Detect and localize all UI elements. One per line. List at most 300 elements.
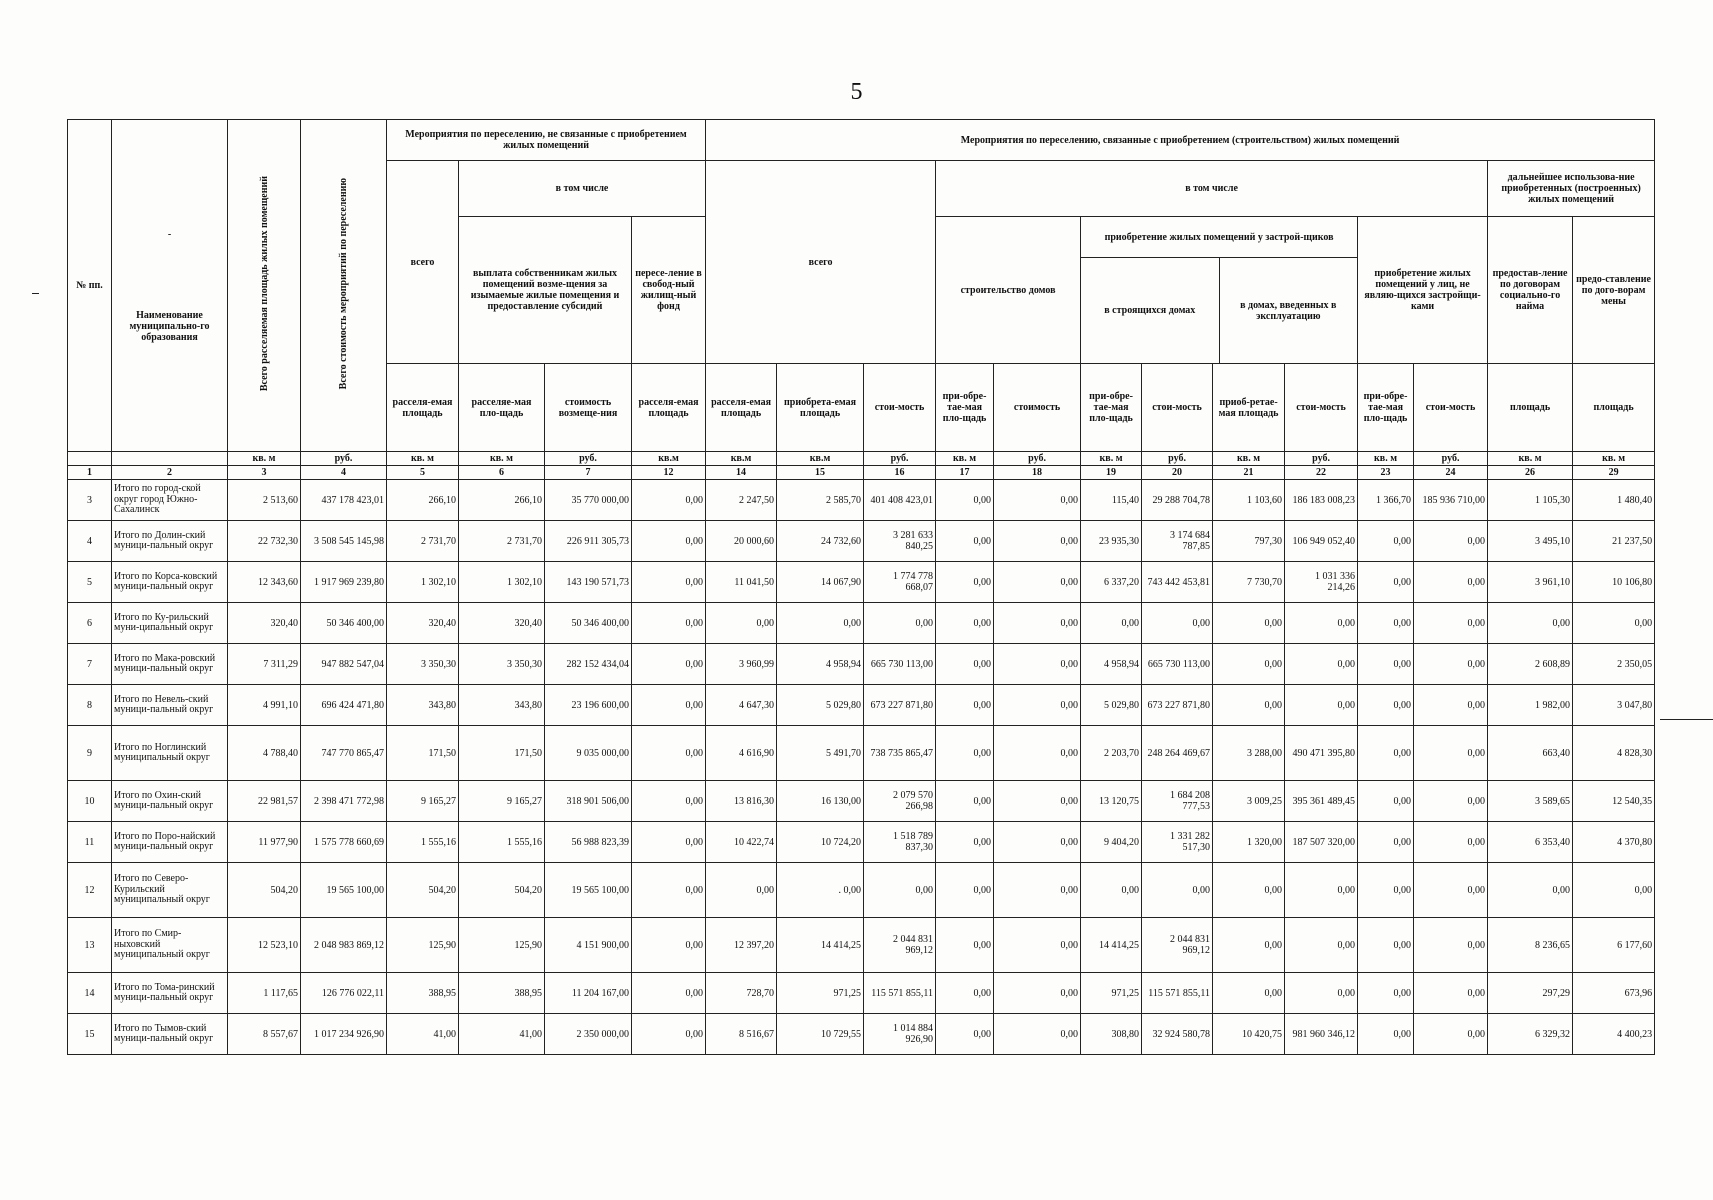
municipality-name: Итого по Корса-ковский муници-пальный округ: [112, 562, 228, 603]
value-cell: 0,00: [1414, 644, 1488, 685]
value-cell: 0,00: [1414, 918, 1488, 973]
value-cell: 504,20: [387, 863, 459, 918]
social-rent-header: предостав-ление по договорам социально-го найма: [1488, 217, 1573, 364]
col-no-header: № пп.: [68, 120, 112, 452]
value-cell: 12 523,10: [228, 918, 301, 973]
index-cell: 16: [864, 466, 936, 480]
value-cell: 0,00: [1414, 822, 1488, 863]
index-cell: 1: [68, 466, 112, 480]
value-cell: 0,00: [632, 973, 706, 1014]
value-cell: 0,00: [1358, 1014, 1414, 1055]
exchange-header: предо-ставление по дого-ворам мены: [1573, 217, 1655, 364]
table-row: [68, 918, 1655, 973]
row-number: 15: [68, 1014, 112, 1055]
not-related-total-header: всего: [387, 161, 459, 364]
municipality-name: Итого по Тымов-ский муници-пальный округ: [112, 1014, 228, 1055]
sub-header-label: расселя-емая площадь: [632, 364, 706, 452]
value-cell: 1 031 336 214,26: [1285, 562, 1358, 603]
value-cell: 0,00: [1081, 603, 1142, 644]
col-total-cost-header: [301, 120, 387, 452]
value-cell: 297,29: [1488, 973, 1573, 1014]
municipality-name: Итого по Северо-Курильский муниципальный округ: [112, 863, 228, 918]
value-cell: 673,96: [1573, 973, 1655, 1014]
value-cell: 0,00: [1573, 863, 1655, 918]
value-cell: 6 177,60: [1573, 918, 1655, 973]
unit-cell: кв. м: [1573, 452, 1655, 466]
value-cell: 1 302,10: [387, 562, 459, 603]
municipality-name: Итого по город-ской округ город Южно-Сахалинск: [112, 480, 228, 521]
row-number: 9: [68, 726, 112, 781]
unit-cell: руб.: [1142, 452, 1213, 466]
municipality-name: Итого по Ноглинский муниципальный округ: [112, 726, 228, 781]
value-cell: 21 237,50: [1573, 521, 1655, 562]
value-cell: 320,40: [387, 603, 459, 644]
unit-cell: кв.м: [777, 452, 864, 466]
value-cell: 3 350,30: [459, 644, 545, 685]
value-cell: 4 958,94: [777, 644, 864, 685]
value-cell: 0,00: [1488, 863, 1573, 918]
value-cell: 9 165,27: [459, 781, 545, 822]
value-cell: 0,00: [1414, 562, 1488, 603]
value-cell: 0,00: [936, 918, 994, 973]
value-cell: 8 516,67: [706, 1014, 777, 1055]
value-cell: 2 350 000,00: [545, 1014, 632, 1055]
municipality-name: Итого по Мака-ровский муници-пальный округ: [112, 644, 228, 685]
in-operation-label: в домах, введенных в эксплуатацию: [1240, 299, 1337, 322]
table-row: [68, 480, 1655, 521]
index-cell: 6: [459, 466, 545, 480]
value-cell: 0,00: [1358, 726, 1414, 781]
value-cell: 3 508 545 145,98: [301, 521, 387, 562]
table-row: [68, 726, 1655, 781]
resettlement-table: [67, 119, 1655, 1055]
value-cell: 0,00: [1414, 973, 1488, 1014]
value-cell: 0,00: [632, 562, 706, 603]
value-cell: 2 608,89: [1488, 644, 1573, 685]
purchase-individuals-header: приобретение жилых помещений у лиц, не являю-щихся застройщи-ками: [1358, 217, 1488, 364]
value-cell: 0,00: [994, 863, 1081, 918]
value-cell: 8 557,67: [228, 1014, 301, 1055]
unit-cell: руб.: [994, 452, 1081, 466]
value-cell: 5 029,80: [1081, 685, 1142, 726]
value-cell: 0,00: [1142, 863, 1213, 918]
value-cell: 971,25: [1081, 973, 1142, 1014]
value-cell: 0,00: [632, 918, 706, 973]
value-cell: 2 079 570 266,98: [864, 781, 936, 822]
value-cell: 0,00: [1213, 918, 1285, 973]
value-cell: 0,00: [994, 822, 1081, 863]
index-cell: 21: [1213, 466, 1285, 480]
page-number: 5: [850, 79, 863, 105]
sub-header-label: стоимость: [994, 364, 1081, 452]
unit-cell: кв. м: [936, 452, 994, 466]
value-cell: 971,25: [777, 973, 864, 1014]
row-number: 6: [68, 603, 112, 644]
col-name-header: [112, 120, 228, 452]
value-cell: 187 507 320,00: [1285, 822, 1358, 863]
value-cell: 0,00: [706, 603, 777, 644]
value-cell: 0,00: [632, 781, 706, 822]
value-cell: 388,95: [459, 973, 545, 1014]
value-cell: 22 981,57: [228, 781, 301, 822]
value-cell: 0,00: [864, 603, 936, 644]
col-total-cost-label: Всего стоимость мероприятий по переселению: [338, 178, 349, 390]
value-cell: 106 949 052,40: [1285, 521, 1358, 562]
margin-line-right: [1660, 719, 1713, 720]
table-row: [68, 973, 1655, 1014]
value-cell: 0,00: [936, 685, 994, 726]
value-cell: 747 770 865,47: [301, 726, 387, 781]
value-cell: 3 047,80: [1573, 685, 1655, 726]
value-cell: 673 227 871,80: [864, 685, 936, 726]
index-cell: 17: [936, 466, 994, 480]
value-cell: 665 730 113,00: [1142, 644, 1213, 685]
unit-cell: руб.: [545, 452, 632, 466]
index-cell: 15: [777, 466, 864, 480]
value-cell: 0,00: [1573, 603, 1655, 644]
value-cell: 343,80: [387, 685, 459, 726]
value-cell: 318 901 506,00: [545, 781, 632, 822]
index-cell: 7: [545, 466, 632, 480]
value-cell: 1 017 234 926,90: [301, 1014, 387, 1055]
row-number: 8: [68, 685, 112, 726]
sub-header-label: стои-мость: [1285, 364, 1358, 452]
value-cell: 320,40: [228, 603, 301, 644]
value-cell: 0,00: [632, 726, 706, 781]
value-cell: 947 882 547,04: [301, 644, 387, 685]
municipality-name: Итого по Невель-ский муници-пальный округ: [112, 685, 228, 726]
value-cell: 10 106,80: [1573, 562, 1655, 603]
group-not-related-header: Мероприятия по переселению, не связанные с приобретением жилых помещений: [387, 120, 706, 161]
value-cell: 2 044 831 969,12: [864, 918, 936, 973]
index-cell: 26: [1488, 466, 1573, 480]
value-cell: 115 571 855,11: [864, 973, 936, 1014]
value-cell: 401 408 423,01: [864, 480, 936, 521]
municipality-name: Итого по Тома-ринский муници-пальный округ: [112, 973, 228, 1014]
value-cell: 0,00: [994, 1014, 1081, 1055]
value-cell: 0,00: [936, 781, 994, 822]
value-cell: 23 196 600,00: [545, 685, 632, 726]
sub-header-label: расселя-емая площадь: [706, 364, 777, 452]
further-use-header: дальнейшее использова-ние приобретенных (построенных) жилых помещений: [1488, 161, 1655, 217]
value-cell: 2 203,70: [1081, 726, 1142, 781]
value-cell: 41,00: [387, 1014, 459, 1055]
unit-cell: руб.: [301, 452, 387, 466]
value-cell: 16 130,00: [777, 781, 864, 822]
municipality-name: Итого по Охин-ский муници-пальный округ: [112, 781, 228, 822]
table-header: [68, 120, 1655, 480]
value-cell: 0,00: [936, 863, 994, 918]
value-cell: 0,00: [1213, 644, 1285, 685]
units-row: [68, 452, 1655, 466]
value-cell: 125,90: [387, 918, 459, 973]
value-cell: 14 414,25: [1081, 918, 1142, 973]
index-cell: 24: [1414, 466, 1488, 480]
value-cell: 185 936 710,00: [1414, 480, 1488, 521]
value-cell: 0,00: [1358, 973, 1414, 1014]
value-cell: 0,00: [632, 685, 706, 726]
value-cell: 0,00: [1285, 918, 1358, 973]
value-cell: 6 337,20: [1081, 562, 1142, 603]
value-cell: 41,00: [459, 1014, 545, 1055]
sub-header-label: площадь: [1488, 364, 1573, 452]
value-cell: 0,00: [936, 726, 994, 781]
value-cell: 3 350,30: [387, 644, 459, 685]
value-cell: 0,00: [994, 726, 1081, 781]
value-cell: 0,00: [1414, 1014, 1488, 1055]
value-cell: 7 730,70: [1213, 562, 1285, 603]
value-cell: 226 911 305,73: [545, 521, 632, 562]
value-cell: 0,00: [994, 973, 1081, 1014]
index-cell: 20: [1142, 466, 1213, 480]
value-cell: 1 117,65: [228, 973, 301, 1014]
table-row: [68, 822, 1655, 863]
value-cell: 0,00: [994, 562, 1081, 603]
index-cell: 12: [632, 466, 706, 480]
row-number: 11: [68, 822, 112, 863]
value-cell: 0,00: [994, 644, 1081, 685]
group-related-header: Мероприятия по переселению, связанные с приобретением (строительством) жилых помещений: [706, 120, 1655, 161]
value-cell: 2 044 831 969,12: [1142, 918, 1213, 973]
index-cell: 18: [994, 466, 1081, 480]
value-cell: 2 585,70: [777, 480, 864, 521]
unit-cell: кв. м: [1081, 452, 1142, 466]
value-cell: 5 029,80: [777, 685, 864, 726]
value-cell: 2 398 471 772,98: [301, 781, 387, 822]
value-cell: 388,95: [387, 973, 459, 1014]
value-cell: 0,00: [994, 603, 1081, 644]
value-cell: 0,00: [706, 863, 777, 918]
row-number: 3: [68, 480, 112, 521]
unit-cell: кв.м: [632, 452, 706, 466]
value-cell: 0,00: [994, 480, 1081, 521]
municipality-name: Итого по Поро-найский муници-пальный округ: [112, 822, 228, 863]
row-number: 14: [68, 973, 112, 1014]
related-including-header: в том числе: [936, 161, 1488, 217]
index-cell: 5: [387, 466, 459, 480]
value-cell: 0,00: [1414, 863, 1488, 918]
value-cell: 0,00: [994, 521, 1081, 562]
value-cell: 8 236,65: [1488, 918, 1573, 973]
value-cell: 0,00: [936, 822, 994, 863]
sub-header-label: площадь: [1573, 364, 1655, 452]
value-cell: 10 420,75: [1213, 1014, 1285, 1055]
value-cell: 2 350,05: [1573, 644, 1655, 685]
value-cell: 3 961,10: [1488, 562, 1573, 603]
value-cell: 29 288 704,78: [1142, 480, 1213, 521]
value-cell: 0,00: [632, 863, 706, 918]
value-cell: 0,00: [1213, 973, 1285, 1014]
value-cell: 0,00: [1285, 644, 1358, 685]
value-cell: 3 009,25: [1213, 781, 1285, 822]
value-cell: 19 565 100,00: [545, 863, 632, 918]
value-cell: 0,00: [1358, 918, 1414, 973]
value-cell: 0,00: [632, 603, 706, 644]
value-cell: 2 247,50: [706, 480, 777, 521]
value-cell: 0,00: [936, 603, 994, 644]
value-cell: 4 788,40: [228, 726, 301, 781]
purchase-developers-label: приобретение жилых помещений у застрой-щиков: [1081, 217, 1357, 258]
value-cell: 0,00: [994, 685, 1081, 726]
value-cell: 11 041,50: [706, 562, 777, 603]
payout-header: выплата собственникам жилых помещений возме-щения за изымаемые жилые помещения и предоставление субсидий: [459, 217, 632, 364]
value-cell: 171,50: [459, 726, 545, 781]
value-cell: 126 776 022,11: [301, 973, 387, 1014]
value-cell: 1 366,70: [1358, 480, 1414, 521]
value-cell: 0,00: [632, 1014, 706, 1055]
value-cell: 10 422,74: [706, 822, 777, 863]
value-cell: 0,00: [1285, 863, 1358, 918]
value-cell: 14 067,90: [777, 562, 864, 603]
sub-header-label: при-обре-тае-мая пло-щадь: [1358, 364, 1414, 452]
value-cell: 0,00: [936, 644, 994, 685]
value-cell: 7 311,29: [228, 644, 301, 685]
value-cell: 171,50: [387, 726, 459, 781]
col-total-area-header: [228, 120, 301, 452]
row-number: 10: [68, 781, 112, 822]
value-cell: 1 555,16: [459, 822, 545, 863]
value-cell: 1 518 789 837,30: [864, 822, 936, 863]
value-cell: 3 495,10: [1488, 521, 1573, 562]
value-cell: 11 204 167,00: [545, 973, 632, 1014]
row-number: 12: [68, 863, 112, 918]
value-cell: 0,00: [1358, 822, 1414, 863]
value-cell: 0,00: [936, 562, 994, 603]
value-cell: 437 178 423,01: [301, 480, 387, 521]
margin-dash-left: [32, 293, 39, 294]
value-cell: 2 731,70: [459, 521, 545, 562]
value-cell: 1 302,10: [459, 562, 545, 603]
table-row: [68, 644, 1655, 685]
value-cell: 115,40: [1081, 480, 1142, 521]
construction-header: строительство домов: [936, 217, 1081, 364]
value-cell: 2 513,60: [228, 480, 301, 521]
value-cell: 13 120,75: [1081, 781, 1142, 822]
value-cell: 35 770 000,00: [545, 480, 632, 521]
value-cell: 0,00: [632, 521, 706, 562]
value-cell: 6 329,32: [1488, 1014, 1573, 1055]
value-cell: 11 977,90: [228, 822, 301, 863]
sub-header-label: приоб-ретае-мая площадь: [1213, 364, 1285, 452]
value-cell: 3 960,99: [706, 644, 777, 685]
value-cell: 0,00: [994, 918, 1081, 973]
col-name-label: Наименование муниципально-го образования: [129, 309, 210, 343]
value-cell: 14 414,25: [777, 918, 864, 973]
unit-cell: руб.: [1285, 452, 1358, 466]
value-cell: 0,00: [994, 781, 1081, 822]
value-cell: 0,00: [1414, 685, 1488, 726]
table-row: [68, 1014, 1655, 1055]
not-related-including-header: в том числе: [459, 161, 706, 217]
under-construction-label: в строящихся домах: [1081, 258, 1220, 363]
value-cell: 12 540,35: [1573, 781, 1655, 822]
value-cell: 32 924 580,78: [1142, 1014, 1213, 1055]
value-cell: 1 575 778 660,69: [301, 822, 387, 863]
sub-header-label: приобрета-емая площадь: [777, 364, 864, 452]
sub-header-label: стои-мость: [864, 364, 936, 452]
value-cell: 115 571 855,11: [1142, 973, 1213, 1014]
index-cell: 19: [1081, 466, 1142, 480]
value-cell: . 0,00: [777, 863, 864, 918]
value-cell: 24 732,60: [777, 521, 864, 562]
value-cell: 1 331 282 517,30: [1142, 822, 1213, 863]
municipality-name: Итого по Ку-рильский муни-ципальный округ: [112, 603, 228, 644]
value-cell: 0,00: [864, 863, 936, 918]
value-cell: 4 616,90: [706, 726, 777, 781]
value-cell: 0,00: [936, 1014, 994, 1055]
unit-cell: кв. м: [228, 452, 301, 466]
free-fund-header: пересе-ление в свобод-ный жилищ-ный фонд: [632, 217, 706, 364]
value-cell: 504,20: [228, 863, 301, 918]
value-cell: 0,00: [1414, 603, 1488, 644]
sub-header-label: стои-мость: [1142, 364, 1213, 452]
value-cell: 10 729,55: [777, 1014, 864, 1055]
value-cell: 50 346 400,00: [301, 603, 387, 644]
value-cell: 0,00: [1213, 603, 1285, 644]
value-cell: 0,00: [1358, 644, 1414, 685]
value-cell: 1 555,16: [387, 822, 459, 863]
value-cell: 665 730 113,00: [864, 644, 936, 685]
purchase-developers-header: [1081, 217, 1358, 364]
unit-cell: руб.: [1414, 452, 1488, 466]
value-cell: 4 991,10: [228, 685, 301, 726]
unit-cell: руб.: [864, 452, 936, 466]
value-cell: 1 917 969 239,80: [301, 562, 387, 603]
value-cell: 3 589,65: [1488, 781, 1573, 822]
table-row: [68, 685, 1655, 726]
sub-header-label: стои-мость: [1414, 364, 1488, 452]
unit-cell: кв. м: [387, 452, 459, 466]
value-cell: 12 343,60: [228, 562, 301, 603]
value-cell: 1 320,00: [1213, 822, 1285, 863]
value-cell: 738 735 865,47: [864, 726, 936, 781]
row-number: 7: [68, 644, 112, 685]
value-cell: 56 988 823,39: [545, 822, 632, 863]
value-cell: 0,00: [1488, 603, 1573, 644]
value-cell: 0,00: [1414, 781, 1488, 822]
value-cell: 1 103,60: [1213, 480, 1285, 521]
table-row: [68, 603, 1655, 644]
sub-header-label: при-обре-тае-мая пло-щадь: [1081, 364, 1142, 452]
column-index-row: [68, 466, 1655, 480]
table-row: [68, 562, 1655, 603]
value-cell: 0,00: [1358, 685, 1414, 726]
col-total-area-label: Всего расселяемая площадь жилых помещений: [258, 176, 270, 392]
value-cell: 23 935,30: [1081, 521, 1142, 562]
value-cell: 0,00: [632, 644, 706, 685]
col-name-mark: -: [167, 228, 172, 240]
value-cell: 6 353,40: [1488, 822, 1573, 863]
value-cell: 797,30: [1213, 521, 1285, 562]
value-cell: 0,00: [936, 480, 994, 521]
value-cell: 4 400,23: [1573, 1014, 1655, 1055]
sub-header-label: стоимость возмеще-ния: [545, 364, 632, 452]
index-cell: 4: [301, 466, 387, 480]
value-cell: 4 370,80: [1573, 822, 1655, 863]
value-cell: 0,00: [1213, 685, 1285, 726]
value-cell: 248 264 469,67: [1142, 726, 1213, 781]
index-cell: 22: [1285, 466, 1358, 480]
value-cell: 308,80: [1081, 1014, 1142, 1055]
value-cell: 0,00: [1358, 562, 1414, 603]
value-cell: 0,00: [1414, 521, 1488, 562]
sub-header-label: расселя-емая площадь: [387, 364, 459, 452]
value-cell: 9 404,20: [1081, 822, 1142, 863]
value-cell: 1 014 884 926,90: [864, 1014, 936, 1055]
sub-header-label: расселяе-мая пло-щадь: [459, 364, 545, 452]
value-cell: 266,10: [387, 480, 459, 521]
index-cell: 14: [706, 466, 777, 480]
